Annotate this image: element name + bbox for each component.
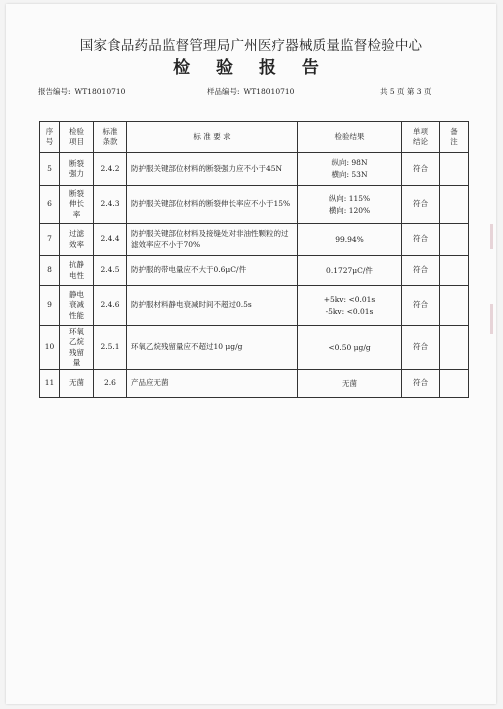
- seq-cell: 6: [40, 186, 60, 224]
- requirement-cell: 防护服材料静电衰减时间不超过0.5s: [127, 286, 298, 326]
- seq-cell: 7: [40, 224, 60, 256]
- clause-cell: 2.4.3: [94, 186, 127, 224]
- col-requirement-header: 标 准 要 求: [127, 122, 298, 153]
- report-title: 检 验 报 告: [173, 58, 329, 78]
- item-cell: 无菌: [60, 370, 94, 398]
- result-cell: +5kv: <0.01s -5kv: <0.01s: [298, 286, 402, 326]
- conclusion-cell: 符合: [402, 186, 440, 224]
- note-cell: [440, 186, 469, 224]
- requirement-cell: 环氧乙烷残留量应不超过10 μg/g: [127, 326, 298, 370]
- item-cell: 环氧 乙烷 残留 量: [60, 326, 94, 370]
- report-number-label: 报告编号:: [38, 87, 71, 96]
- clause-cell: 2.5.1: [94, 326, 127, 370]
- item-cell: 过滤 效率: [60, 224, 94, 256]
- conclusion-cell: 符合: [402, 370, 440, 398]
- inspection-table: [39, 121, 469, 398]
- table-row: [40, 224, 469, 256]
- col-conclusion-header: 单项 结论: [402, 122, 440, 153]
- note-cell: [440, 370, 469, 398]
- result-cell: 纵向: 115% 横向: 120%: [298, 186, 402, 224]
- table-row: [40, 326, 469, 370]
- table-row: [40, 286, 469, 326]
- note-cell: [440, 153, 469, 186]
- page-count: 共 5 页 第 3 页: [380, 87, 432, 96]
- sample-number-value: WT18010710: [243, 87, 295, 96]
- organization-name: 国家食品药品监督管理局广州医疗器械质量监督检验中心: [79, 38, 423, 54]
- requirement-cell: 防护服关键部位材料的断裂伸长率应不小于15%: [127, 186, 298, 224]
- requirement-cell: 产品应无菌: [127, 370, 298, 398]
- note-cell: [440, 286, 469, 326]
- item-cell: 断裂 强力: [60, 153, 94, 186]
- result-cell: <0.50 μg/g: [298, 326, 402, 370]
- seq-cell: 5: [40, 153, 60, 186]
- col-result-header: 检验结果: [298, 122, 402, 153]
- col-seq-header: 序 号: [40, 122, 60, 153]
- table-row: [40, 370, 469, 398]
- conclusion-cell: 符合: [402, 286, 440, 326]
- item-cell: 抗静 电性: [60, 256, 94, 286]
- col-note-header: 备 注: [440, 122, 469, 153]
- item-cell: 静电 衰减 性能: [60, 286, 94, 326]
- conclusion-cell: 符合: [402, 153, 440, 186]
- result-cell: 纵向: 98N 横向: 53N: [298, 153, 402, 186]
- edge-mark: [490, 224, 493, 249]
- report-number-value: WT18010710: [74, 87, 126, 96]
- col-clause-header: 标准 条款: [94, 122, 127, 153]
- requirement-cell: 防护服的带电量应不大于0.6μC/件: [127, 256, 298, 286]
- clause-cell: 2.4.5: [94, 256, 127, 286]
- seq-cell: 11: [40, 370, 60, 398]
- table-row: [40, 153, 469, 186]
- requirement-cell: 防护服关键部位材料及接缝处对非油性颗粒的过滤效率应不小于70%: [127, 224, 298, 256]
- seq-cell: 8: [40, 256, 60, 286]
- requirement-cell: 防护服关键部位材料的断裂强力应不小于45N: [127, 153, 298, 186]
- report-page: [6, 4, 496, 704]
- sample-number: [207, 86, 294, 97]
- col-item-header: 检验 项目: [60, 122, 94, 153]
- report-number: [38, 86, 125, 97]
- clause-cell: 2.4.6: [94, 286, 127, 326]
- edge-mark: [490, 304, 493, 334]
- table-header-row: [40, 122, 469, 153]
- clause-cell: 2.6: [94, 370, 127, 398]
- seq-cell: 10: [40, 326, 60, 370]
- table-row: [40, 186, 469, 224]
- note-cell: [440, 256, 469, 286]
- table-row: [40, 256, 469, 286]
- result-cell: 0.1727μC/件: [298, 256, 402, 286]
- conclusion-cell: 符合: [402, 326, 440, 370]
- conclusion-cell: 符合: [402, 224, 440, 256]
- result-cell: 无菌: [298, 370, 402, 398]
- clause-cell: 2.4.2: [94, 153, 127, 186]
- item-cell: 断裂 伸长 率: [60, 186, 94, 224]
- note-cell: [440, 224, 469, 256]
- conclusion-cell: 符合: [402, 256, 440, 286]
- result-cell: 99.94%: [298, 224, 402, 256]
- seq-cell: 9: [40, 286, 60, 326]
- clause-cell: 2.4.4: [94, 224, 127, 256]
- note-cell: [440, 326, 469, 370]
- sample-number-label: 样品编号:: [207, 87, 240, 96]
